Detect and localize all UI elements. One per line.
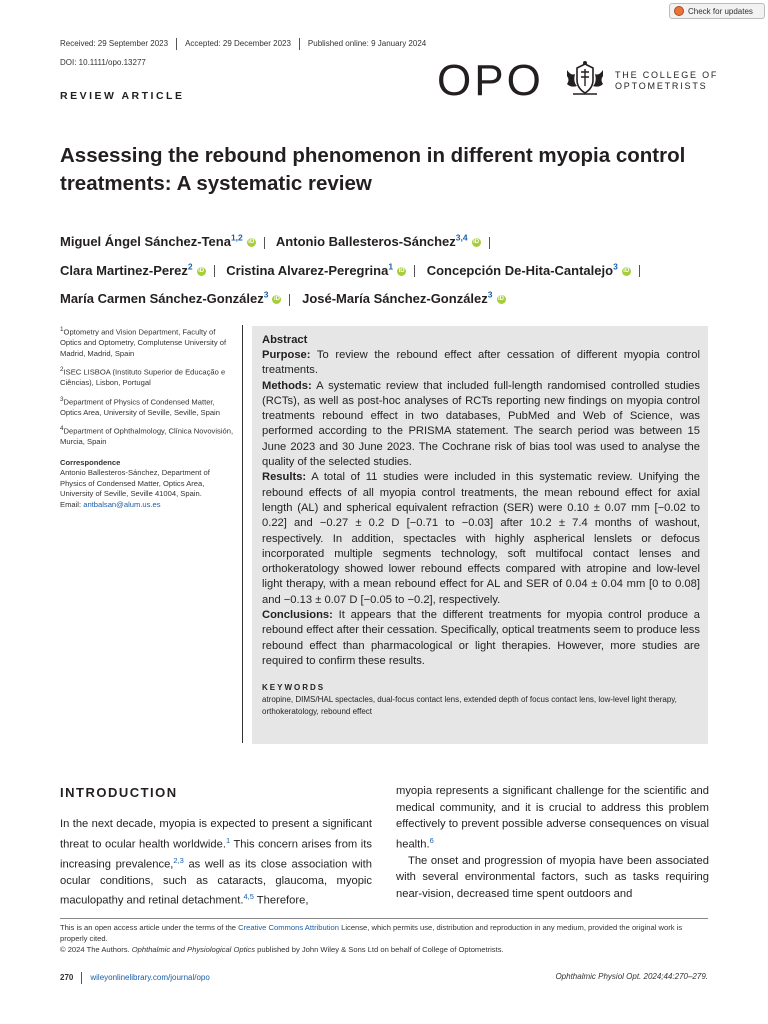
check-for-updates-label: Check for updates: [688, 7, 753, 16]
published-date: Published online: 9 January 2024: [307, 39, 427, 49]
author[interactable]: María Carmen Sánchez-González$^3$: [60, 289, 269, 306]
college-name: [615, 70, 718, 92]
divider: [299, 38, 300, 50]
abstract-heading: Abstract: [262, 334, 308, 346]
affiliation: $^1$Optometry and Vision Department, Faculty of Optics and Optometry, Complutense University of Madrid, Madrid, Spain: [60, 326, 227, 358]
received-date: Received: 29 September 2023: [60, 39, 169, 49]
author[interactable]: Concepción De-Hita-Cantalejo$^3$: [426, 261, 618, 278]
affiliation: $^4$Department of Ophthalmology, Clínica Novovisión, Murcia, Spain: [60, 425, 234, 447]
footnote-divider: [60, 918, 708, 919]
email-link[interactable]: antbalsan@alum.us.es: [83, 499, 161, 509]
journal-citation: Ophthalmic Physiol Opt. 2024;44:270–279.: [555, 972, 708, 981]
college-crest-icon: [563, 60, 607, 98]
article-title: Assessing the rebound phenomenon in different myopia control treatments: A systematic review: [60, 144, 686, 195]
publication-dates: [60, 38, 426, 50]
affiliations: [60, 325, 236, 516]
citation-link[interactable]: 4,5: [243, 892, 254, 902]
accepted-date: Accepted: 29 December 2023: [185, 39, 291, 49]
author[interactable]: Antonio Ballesteros-Sánchez$^{3,4}$: [275, 233, 468, 250]
abstract: [252, 326, 708, 744]
paragraph: In the next decade, myopia is expected to present a significant threat to ocular health worldwide.$^1$ This concern arises from its increasing prevalence,$^{2,3}$ as well as its close association with ocular conditions, such as cataracts, glaucoma, myopic maculopathy and retinal detachment.$^{4,5}$ Therefore,: [60, 818, 372, 908]
introduction-left-column: [60, 816, 372, 910]
author[interactable]: Miguel Ángel Sánchez-Tena$^{1,2}$: [60, 233, 243, 250]
author[interactable]: Cristina Alvarez-Peregrina$^1$: [226, 261, 394, 278]
copyright-text: © 2024 The Authors. Ophthalmic and Physiological Optics published by John Wiley & Sons Ltd on behalf of College of Optometrists.: [60, 945, 504, 954]
keywords: atropine, DIMS/HAL spectacles, dual-focus contact lens, extended depth of focus contact lens, low-level light therapy, orthokeratology, rebound effect: [262, 695, 677, 717]
divider: [264, 237, 265, 249]
page-number: 270: [60, 973, 74, 983]
update-icon: [674, 6, 684, 16]
orcid-icon[interactable]: iD: [273, 296, 280, 303]
divider: [414, 265, 415, 277]
introduction-heading: INTRODUCTION: [60, 785, 178, 800]
license-link[interactable]: Creative Commons Attribution: [238, 923, 339, 932]
author[interactable]: José-María Sánchez-González$^3$: [302, 289, 493, 306]
citation-link[interactable]: 2,3: [173, 855, 184, 865]
column-divider: [242, 325, 243, 743]
author[interactable]: Clara Martinez-Perez$^2$: [60, 261, 193, 278]
journal-url-link[interactable]: wileyonlinelibrary.com/journal/opo: [90, 973, 210, 983]
divider: [489, 237, 490, 249]
journal-logo: OPO: [437, 56, 544, 105]
citation-link[interactable]: 1: [225, 835, 231, 845]
orcid-icon[interactable]: iD: [198, 267, 205, 274]
orcid-icon[interactable]: iD: [498, 296, 504, 303]
license-footnote: [60, 922, 708, 955]
correspondence-text: Antonio Ballesteros-Sánchez, Department of Physics of Condensed Matter, Optics Area, University of Seville, Seville 41004, Spain. Email: antbalsan@alum.us.es: [60, 468, 210, 509]
affiliation: $^2$ISEC LISBOA (Instituto Superior de Educação e Ciências), Lisbon, Portugal: [60, 366, 226, 388]
divider: [214, 265, 215, 277]
orcid-icon[interactable]: iD: [473, 239, 480, 246]
abstract-methods: Methods: A systematic review that included full-length randomised controlled studies (RCTs), as well as post-hoc analyses of RCTs reporting new findings on myopia control treatments rebound effect in two databases, PubMed and Web of Science, was performed according to the PRISMA statement. The search period was between 15 June 2023 and 30 June 2023. The Cochrane risk of bias tool was used to analyse the quality of the selected studies.: [262, 379, 700, 469]
divider: [81, 972, 82, 984]
page-footer: [60, 972, 708, 984]
keywords-heading: KEYWORDS: [262, 683, 326, 693]
orcid-icon[interactable]: iD: [623, 267, 630, 274]
doi: DOI: 10.1111/opo.13277: [60, 58, 146, 67]
license-text: This is an open access article under the terms of the Creative Commons Attribution License, which permits use, distribution and reproduction in any medium, provided the original work is properly cited.: [60, 923, 683, 943]
author-list: [60, 226, 720, 311]
introduction-right-column: [396, 783, 709, 902]
abstract-results: Results: A total of 11 studies were included in this systematic review. Unifying the rebound effects of all myopia control treatments, the mean rebound effect for axial length (AL) and spherical equivalent refraction (SER) were 0.10 ± 0.07 mm [−0.02 to 0.22] and −0.27 ± 0.2 D [−0.71 to −0.03] after 10.2 ± 7.4 months of washout, respectively. In addition, spectacles with highly aspherical lenslets or defocus incorporated multiple segments technology, soft multifocal contact lenses and orthokeratology showed lower rebound effects compared with atropine and low-level light therapy, with a mean rebound effect for AL and SER of 0.04 ± 0.04 mm [0 to 0.08] and −0.13 ± 0.07 D [−0.05 to −0.2], respectively.: [262, 471, 700, 606]
college-line-2: OPTOMETRISTS: [615, 81, 708, 91]
college-line-1: THE COLLEGE OF: [615, 70, 719, 80]
orcid-icon[interactable]: iD: [398, 267, 405, 274]
correspondence-heading: Correspondence: [60, 457, 121, 467]
article-type: REVIEW ARTICLE: [60, 90, 185, 102]
paragraph: The onset and progression of myopia have been associated with several environmental factors, such as tasks requiring near-vision, decreased time spent outdoors and: [396, 854, 709, 900]
abstract-purpose: Purpose: To review the rebound effect after cessation of different myopia control treatments.: [262, 349, 700, 377]
orcid-icon[interactable]: iD: [248, 239, 255, 246]
abstract-conclusions: Conclusions: It appears that the different treatments for myopia control produce a rebound effect after their cessation. Specifically, optical treatments seem to produce less rebound effect than pharmacological or light therapies. However, more studies are required to confirm these results.: [262, 609, 700, 667]
divider: [176, 38, 177, 50]
divider: [289, 294, 290, 306]
divider: [639, 265, 640, 277]
affiliation: $^3$Department of Physics of Condensed Matter, Optics Area, University of Seville, Seville, Spain: [60, 395, 220, 417]
check-for-updates-button[interactable]: [669, 3, 765, 19]
citation-link[interactable]: 6: [429, 835, 434, 845]
paragraph: myopia represents a significant challenge for the scientific and medical community, and it is crucial to address this problem effectively to prevent possible adverse consequences on visual health.$^6$: [396, 785, 709, 851]
